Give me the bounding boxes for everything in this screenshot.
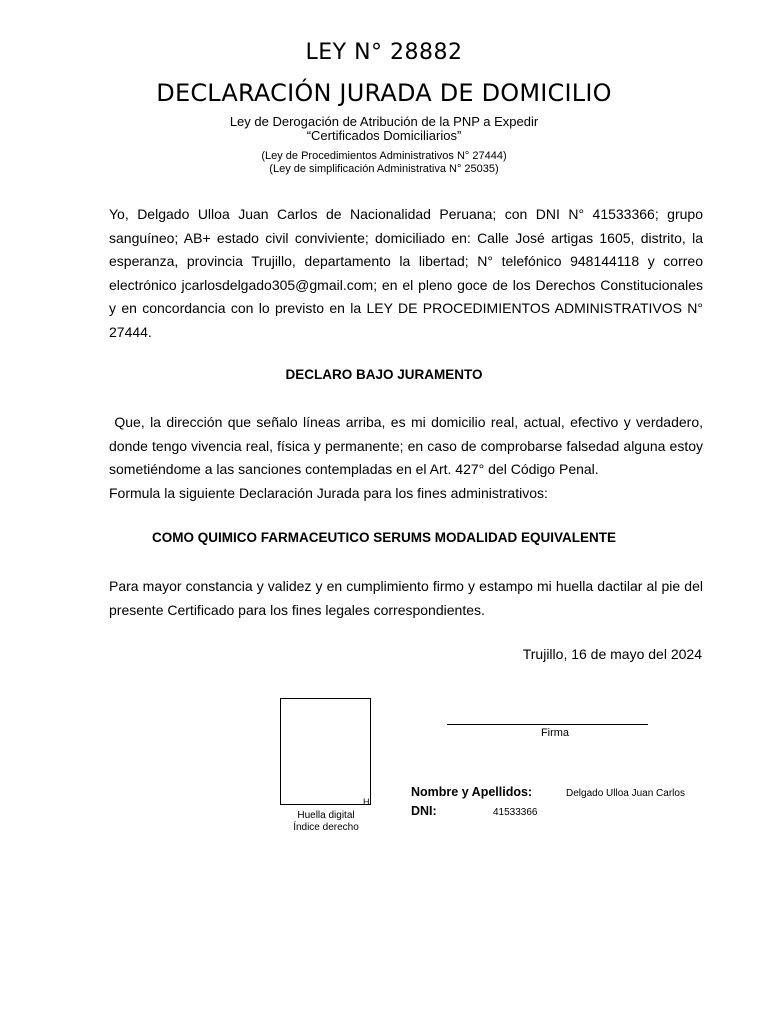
subtitle-line-2: “Certificados Domiciliarios”: [306, 128, 462, 143]
intro-paragraph: Yo, Delgado Ulloa Juan Carlos de Nacionalidad Peruana; con DNI N° 41533366; grupo sanguíneo; AB+ estado civil conviviente; domiciliado en: Calle José artigas 1605, distrito, la esperanza, provincia Trujillo, departamento la libertad; N° telefónico 948144118 y correo electrónico jcarlosdelgado305@gmail.com; en el pleno goce de los Derechos Constitucionales y en concordancia con lo previsto en la LEY DE PROCEDIMIENTOS ADMINISTRATIVOS N° 27444.: [109, 206, 703, 340]
subtitle-line-1: Ley de Derogación de Atribución de la PNP a Expedir: [229, 114, 539, 129]
fingerprint-label: Huella digital: [297, 810, 355, 821]
dni-value: 41533366: [493, 807, 538, 818]
subtitle: [0, 115, 768, 143]
legal-references: [0, 150, 768, 176]
law-number: LEY N° 28882: [305, 40, 463, 65]
fingerprint-caption: [280, 810, 372, 834]
formula-line: Formula la siguiente Declaración Jurada para los fines administrativos:: [109, 484, 548, 501]
reference-line-1: (Ley de Procedimientos Administrativos N° 27444): [261, 150, 507, 162]
name-value: Delgado Ulloa Juan Carlos: [566, 788, 685, 799]
dni-label: DNI:: [411, 804, 437, 818]
declaration-block: [109, 411, 707, 505]
fingerprint-box: [280, 698, 371, 805]
date-line: Trujillo, 16 de mayo del 2024: [522, 646, 702, 662]
closing-paragraph: Para mayor constancia y validez y en cumplimiento firmo y estampo mi huella dactilar al pie del presente Certificado para los fines legales correspondientes.: [109, 578, 703, 618]
declaration-paragraph: Que, la dirección que señalo líneas arriba, es mi domicilio real, actual, efectivo y verdadero, donde tengo vivencia real, física y permanente; en caso de comprobarse falsedad alguna estoy sometiéndome a las sanciones contempladas en el Art. 427° del Código Penal.: [109, 414, 707, 477]
heading-declaro: DECLARO BAJO JURAMENTO: [285, 367, 483, 382]
fingerprint-mark: H: [363, 797, 370, 807]
heading-profession: COMO QUIMICO FARMACEUTICO SERUMS MODALIDAD EQUIVALENTE: [152, 530, 616, 545]
document-title: DECLARACIÓN JURADA DE DOMICILIO: [156, 79, 612, 107]
reference-line-2: (Ley de simplificación Administrativa N° 25035): [269, 163, 499, 175]
signature-label: Firma: [540, 727, 570, 739]
name-label: Nombre y Apellidos:: [411, 785, 533, 799]
signature-line: [447, 724, 648, 725]
finger-label: Índice derecho: [293, 822, 359, 833]
